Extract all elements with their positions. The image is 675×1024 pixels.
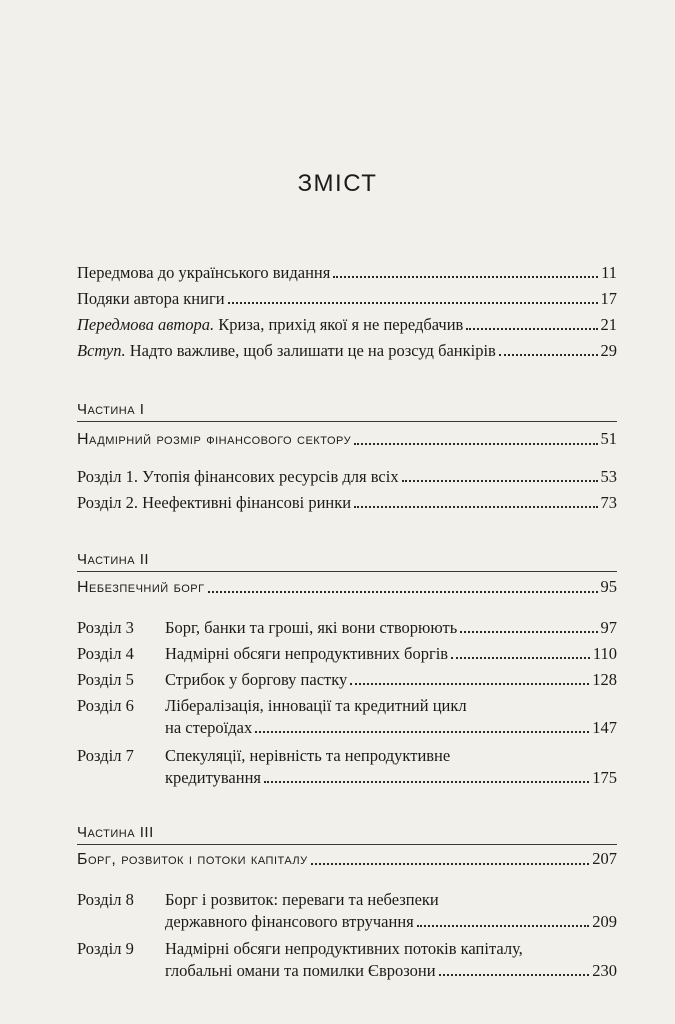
- toc-entry: Розділ 2. Неефективні фінансові ринки 73: [77, 493, 617, 512]
- part-label: Частина I: [77, 401, 145, 418]
- divider: [77, 421, 617, 422]
- divider: [77, 571, 617, 572]
- toc-entry: Вступ. Надто важливе, щоб залишати це на розсуд банкірів 29: [77, 341, 617, 360]
- part-title-entry: Борг, розвиток і потоки капіталу 207: [77, 849, 617, 868]
- part-label: Частина III: [77, 824, 154, 841]
- divider: [77, 844, 617, 845]
- page-title: ЗМІСТ: [297, 170, 378, 197]
- book-page: ЗМІСТ Передмова до українського видання 11 Подяки автора книги 17 Передмова автора. Криза, прихід якої я не передбачив 21 Вступ. Надто важливе, щоб залишати це на розсуд банкірів 29 Частина I Надмірний розмір фінансового сектору 51 Розділ 1. Утопія фінансових ресурсів для всіх 53 Розділ 2. Неефективні фінансові ринки 73 Частина II Небезпечний борг 95 Розділ 3 Борг, банки та гроші, які вони створюють 97 Розділ 4 Надмірні обсяги непродуктивних боргів 110 Розділ 5 Стрибок у боргову пастку 128 Розділ 6 Лібералізація, інновації та кредитний цикл на стероїдах 147 Розділ 7 Спекуляції, нерівність та непродуктивне кредитування 175 Частина III Борг, розвиток і потоки капіталу 207 Розділ 8 Борг і розвиток: переваги та небезпеки державного фінансового втручання 209 Розділ 9 Надмірні обсяги непродуктивних потоків капіталу, глобальні омани та помилки Єврозони 230: [0, 0, 675, 1024]
- part-title-entry: Надмірний розмір фінансового сектору 51: [77, 429, 617, 448]
- toc-entry: Подяки автора книги 17: [77, 289, 617, 308]
- part-label: Частина II: [77, 551, 150, 568]
- toc-entry: Передмова до українського видання 11: [77, 263, 617, 282]
- part-title-entry: Небезпечний борг 95: [77, 577, 617, 596]
- toc-entry: Передмова автора. Криза, прихід якої я не передбачив 21: [77, 315, 617, 334]
- toc-entry: Розділ 1. Утопія фінансових ресурсів для всіх 53: [77, 467, 617, 486]
